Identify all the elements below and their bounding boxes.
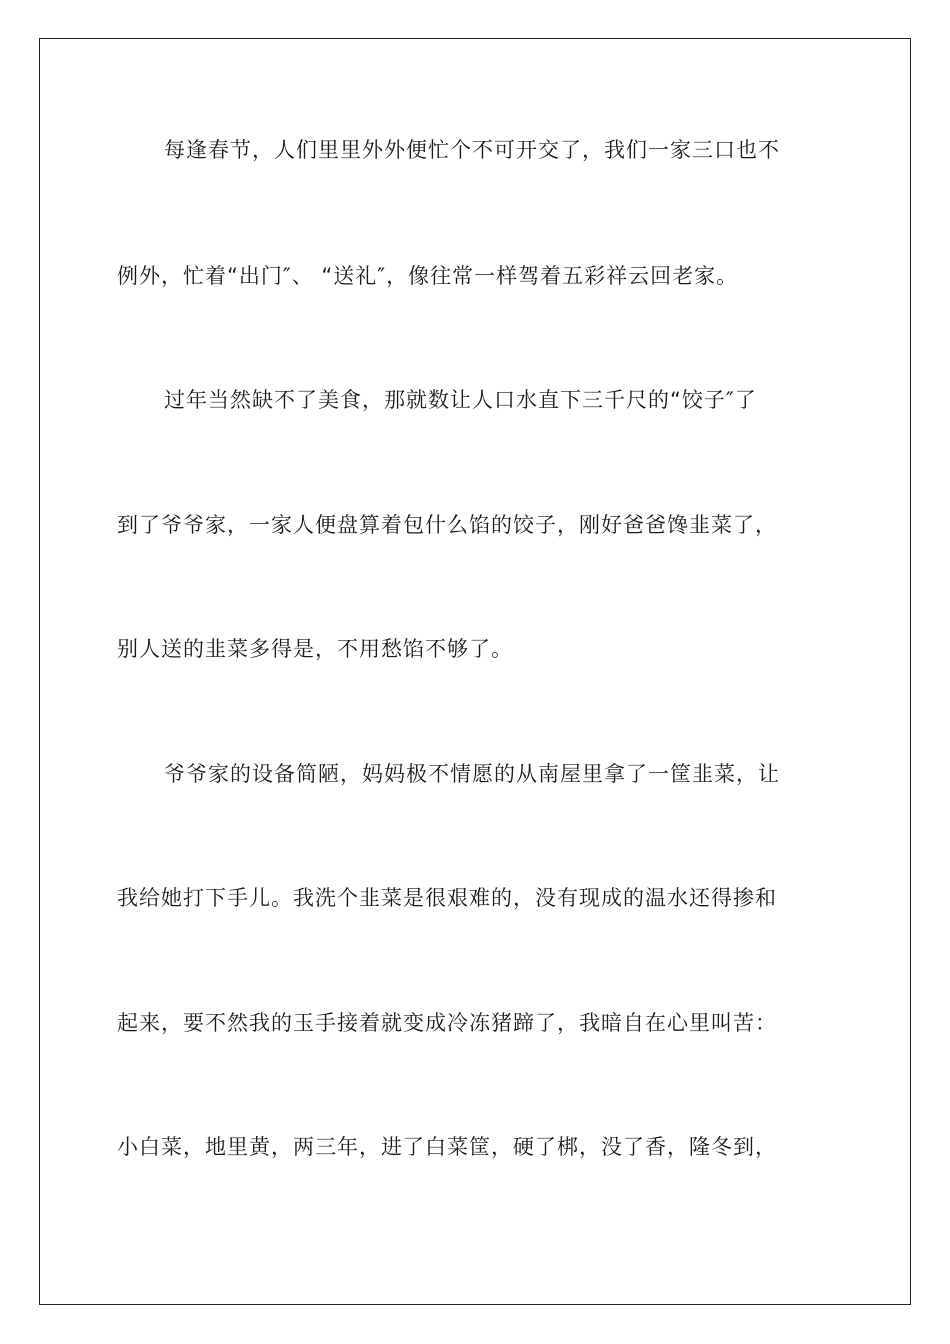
- paragraph-1-line-1: 每逢春节，人们里里外外便忙个不可开交了，我们一家三口也不: [164, 138, 780, 162]
- paragraph-3-line-1: 爷爷家的设备简陋，妈妈极不情愿的从南屋里拿了一筐韭菜，让: [164, 762, 780, 786]
- paragraph-1-line-2: 例外，忙着“出门″、 “送礼″，像往常一样驾着五彩祥云回老家。: [117, 264, 739, 288]
- paragraph-3-line-4: 小白菜，地里黄，两三年，进了白菜筐，硬了梆，没了香，隆冬到，: [117, 1135, 777, 1159]
- paragraph-3-line-3: 起来，要不然我的玉手接着就变成冷冻猪蹄了，我暗自在心里叫苦：: [117, 1011, 777, 1035]
- paragraph-2-line-2: 到了爷爷家，一家人便盘算着包什么馅的饺子，刚好爸爸馋韭菜了，: [117, 513, 777, 537]
- page-border: [39, 38, 911, 1305]
- paragraph-3-line-2: 我给她打下手儿。我洗个韭菜是很艰难的，没有现成的温水还得掺和: [117, 886, 777, 910]
- paragraph-2-line-3: 别人送的韭菜多得是，不用愁馅不够了。: [117, 637, 513, 661]
- paragraph-2-line-1: 过年当然缺不了美食，那就数让人口水直下三千尺的“饺子″了: [164, 388, 757, 412]
